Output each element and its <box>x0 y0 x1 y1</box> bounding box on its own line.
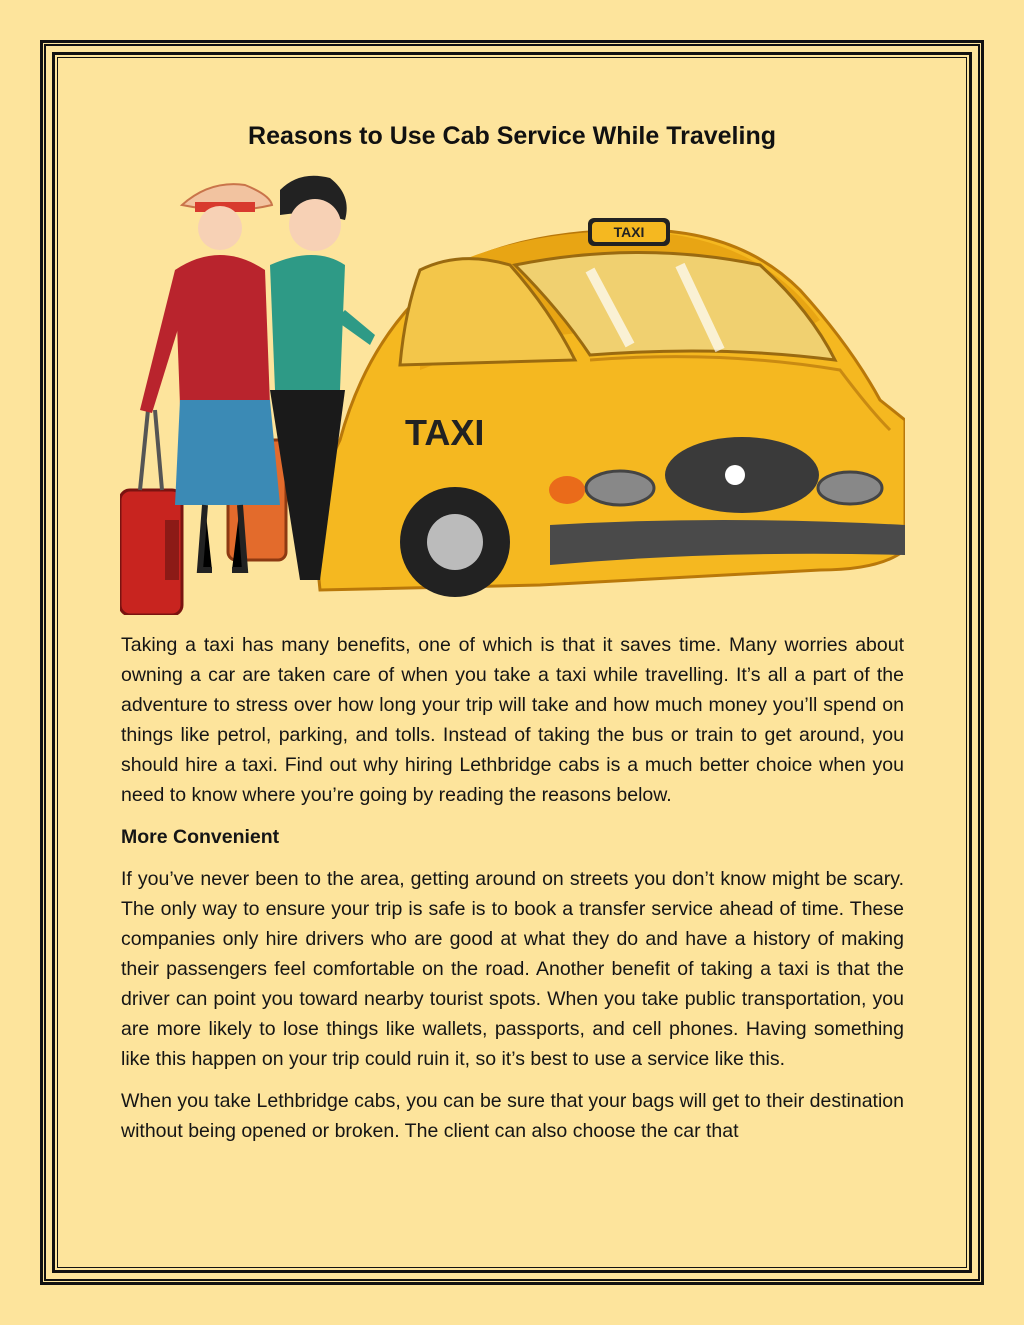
red-suitcase <box>120 410 182 615</box>
left-headlight <box>586 471 654 505</box>
door-taxi-text: TAXI <box>405 412 485 453</box>
taxi-car <box>318 218 906 597</box>
convenient-paragraph: If you’ve never been to the area, getting around on streets you don’t know might be scary. The only way to ensure your trip is safe is to book a transfer service ahead of time. These companies only hire drivers who are good at what they do and have a history of making their passengers feel comfortable on the road. Another benefit of taking a taxi is that the driver can point you toward nearby tourist spots. When you take public transportation, you are more likely to lose things like wallets, passports, and cell phones. Having something like this happen on your trip could ruin it, so it’s best to use a service like this. <box>121 868 904 1070</box>
document-title: Reasons to Use Cab Service While Traveling <box>248 122 776 150</box>
bags-paragraph: When you take Lethbridge cabs, you can be sure that your bags will get to their destination without being opened or broken. The client can also choose the car that <box>121 1090 904 1142</box>
taxi-travelers-illustration <box>120 170 905 615</box>
intro-paragraph: Taking a taxi has many benefits, one of which is that it saves time. Many worries about owning a car are taken care of when you take a taxi while travelling. It’s all a part of the adventure to stress over how long your trip will take and how much money you’ll spend on things like petrol, parking, and tolls. Instead of taking the bus or train to get around, you should hire a taxi. Find out why hiring Lethbridge cabs is a much better choice when you need to know where you’re going by reading the reasons below. <box>121 634 904 806</box>
document-body <box>121 630 904 1158</box>
right-headlight <box>818 472 882 504</box>
section-heading-convenient: More Convenient <box>121 826 280 848</box>
roof-sign-text: TAXI <box>613 224 645 240</box>
